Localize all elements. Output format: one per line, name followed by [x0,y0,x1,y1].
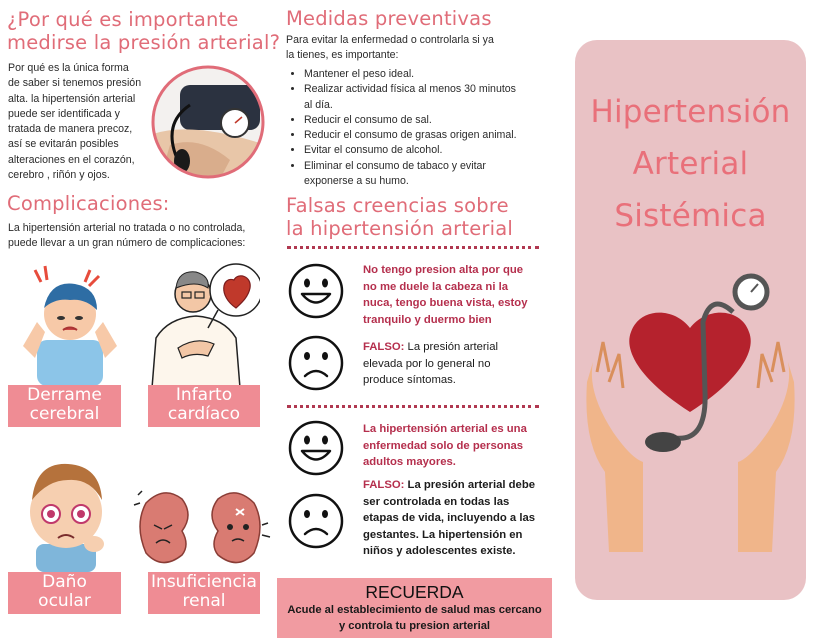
label-infarto-line2: cardíaco [167,404,241,424]
falso-1 [363,339,543,389]
importance-line: tratada de manera precoz, [8,123,133,136]
importance-line: cerebro , riñón y ojos. [8,169,110,182]
prevention-intro-line: la tienes, es importante: [286,49,399,62]
falso-label: FALSO: [363,341,405,353]
falso-2-line: etapas de vida, incluyendo a las [363,512,536,525]
importance-line: alta. la hipertensión arterial [8,92,136,105]
myth-2-line: La hipertensión arterial es una [363,423,527,435]
divider-top [287,246,539,249]
importance-text [8,61,158,183]
cover-title-line1: Hipertensión [590,94,791,130]
myth-2 [363,421,543,471]
myths-title-line2: la hipertensión arterial [286,217,514,240]
label-insuficiencia-line2: renal [182,591,226,611]
falso-1-line: produce síntomas. [363,374,456,387]
heart-attack-illustration [148,258,260,388]
prevention-item: • Reducir el consumo de sal. [304,113,536,128]
importance-title-line1: ¿Por qué es importante [7,8,239,31]
label-infarto-line1: Infarto [175,385,233,405]
myth-1-line: tranquilo y duermo bien [363,313,492,326]
recuerda-title: RECUERDA [365,582,464,602]
headache-illustration [15,262,125,386]
label-derrame-cerebral [8,385,121,427]
divider-middle [287,405,539,408]
myth-1-line: nuca, tengo buena vista, estoy [363,297,528,310]
label-infarto-cardiaco [148,385,260,427]
falso-2-line: niños y adolescentes existe. [363,545,516,558]
importance-line: de saber si tenemos presión [8,77,142,90]
happy-face-icon [288,263,344,319]
label-dano-ocular [8,572,121,614]
importance-line: alteraciones en el corazón, [8,153,135,166]
falso-1-line: elevada por lo general no [363,357,491,370]
prevention-item: • Eliminar el consumo de tabaco y evitar exponerse a su humo. [304,159,536,190]
eye-damage-illustration [18,452,114,572]
label-dano-line2: ocular [38,591,91,611]
prevention-intro [286,33,536,64]
label-insuficiencia-renal [148,572,260,614]
blood-pressure-photo [150,65,266,179]
importance-title-line2: medirse la presión arterial? [7,31,281,54]
falso-2-line: gestantes. La hipertensión en [363,528,523,541]
myth-1 [363,262,543,328]
myth-1-line: no me duele la cabeza ni la [363,280,509,293]
label-insuficiencia-line1: Insuficiencia [151,572,257,592]
prevention-item: • Reducir el consumo de grasas origen animal. [304,128,536,143]
prevention-item: • Evitar el consumo de alcohol. [304,143,536,158]
cover-title [575,86,806,242]
importance-line: Por qué es la única forma [8,62,129,74]
prevention-intro-line: Para evitar la enfermedad o controlarla si ya [286,34,494,46]
falso-2-line: FALSO: La presión arterial debe [363,479,536,491]
recuerda-box [277,578,552,638]
sad-face-icon [288,493,344,549]
myth-2-line: enfermedad solo de personas [363,439,524,452]
prevention-item: • Realizar actividad física al menos 30 minutos al día. [304,82,536,113]
cover-panel [575,40,806,600]
myth-1-line: No tengo presion alta por que [363,264,524,276]
recuerda-line1: Acude al establecimiento de salud mas cercano [287,604,542,616]
recuerda-line2: y controla tu presion arterial [338,620,491,632]
cover-title-line3: Sistémica [614,198,767,234]
complications-line: puede llevar a un gran número de complicaciones: [8,237,246,250]
falso-2-line: ser controlada en todas las [363,495,510,508]
label-dano-line1: Daño [42,572,87,592]
label-derrame-line1: Derrame [27,385,102,405]
cover-title-line2: Arterial [632,146,749,182]
myth-2-line: adultos mayores. [363,456,456,469]
falso-1-line: FALSO: La presión arterial [363,341,498,353]
myths-title-line1: Falsas creencias sobre [286,194,509,217]
complications-title: Complicaciones: [7,192,170,215]
importance-title [7,8,280,54]
sad-face-icon [288,335,344,391]
myths-title [286,194,513,240]
complications-text [8,221,268,252]
importance-line: puede ser identificada y [8,107,120,120]
prevention-item: • Mantener el peso ideal. [304,67,536,82]
prevention-title: Medidas preventivas [286,7,492,30]
importance-line: así se evitarán posibles [8,138,119,151]
kidneys-illustration [132,485,272,571]
falso-2 [363,477,543,560]
falso-label: FALSO: [363,479,405,491]
happy-face-icon [288,420,344,476]
label-derrame-line2: cerebral [29,404,100,424]
prevention-list [286,67,536,189]
heart-hands-illustration [583,262,798,562]
complications-line: La hipertensión arterial no tratada o no controlada, [8,222,246,234]
